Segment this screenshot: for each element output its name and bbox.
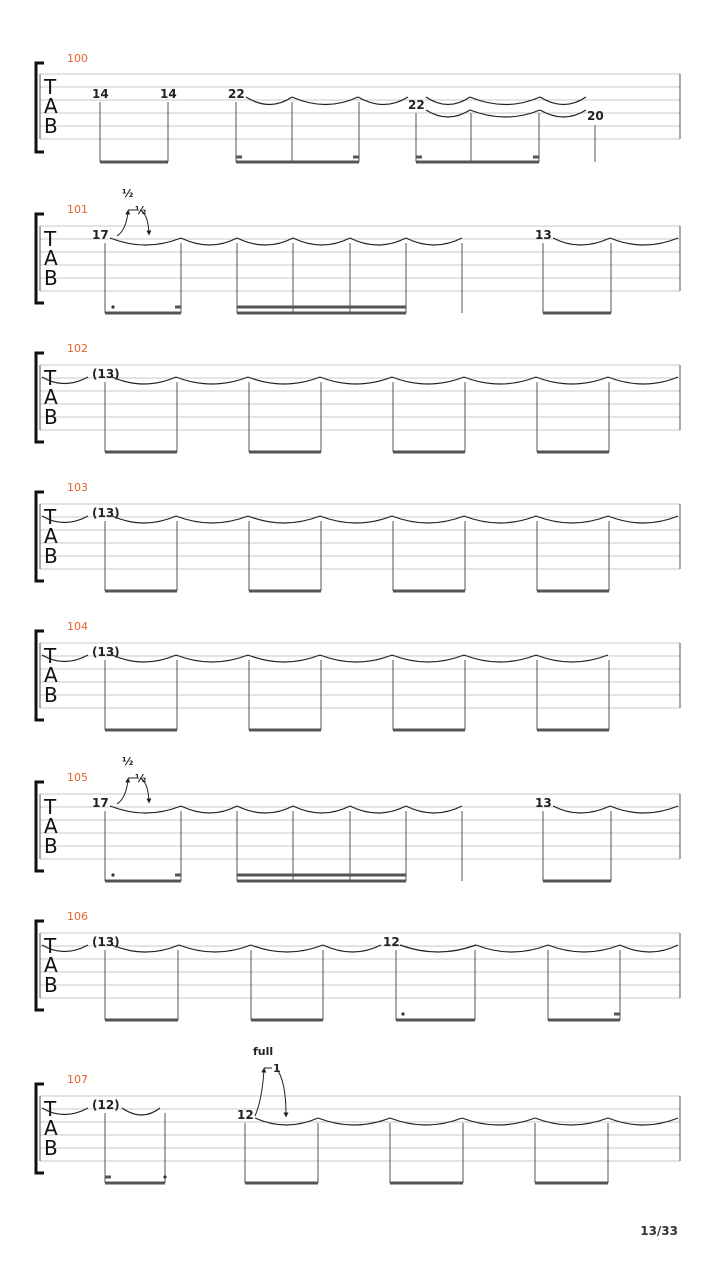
tab-clef-t: T — [44, 1097, 57, 1121]
tab-clef-b: B — [44, 683, 58, 707]
system-measure-101 — [36, 187, 680, 313]
system-measure-100 — [36, 52, 680, 162]
bend-release: ½ — [135, 204, 147, 217]
tab-clef-a: A — [44, 814, 58, 838]
rhythm-stems — [100, 102, 595, 162]
system-measure-105 — [36, 755, 680, 881]
tab-staff — [40, 643, 680, 708]
release-arrow — [276, 1068, 286, 1115]
system-measure-102 — [36, 342, 680, 452]
bend-amount: ½ — [122, 755, 134, 768]
fret-number: 22 — [408, 98, 425, 112]
measure-number: 107 — [67, 1073, 88, 1086]
tab-clef-t: T — [44, 934, 57, 958]
bend-amount: full — [253, 1045, 274, 1058]
measure-number: 102 — [67, 342, 88, 355]
system-measure-107 — [36, 1045, 680, 1183]
system-measure-103 — [36, 481, 680, 591]
bend-arrow — [117, 212, 128, 236]
fret-number: 14 — [160, 87, 177, 101]
tab-clef-b: B — [44, 973, 58, 997]
tab-clef-a: A — [44, 94, 58, 118]
rhythm-beams — [100, 157, 539, 162]
tab-clef-t: T — [44, 505, 57, 529]
rhythm-beams — [105, 1014, 620, 1020]
tab-staff — [40, 504, 680, 569]
fret-number: 17 — [92, 228, 109, 242]
fret-number: (13) — [92, 506, 120, 520]
fret-number: 13 — [535, 796, 552, 810]
tab-clef-b: B — [44, 266, 58, 290]
tab-clef-a: A — [44, 1116, 58, 1140]
tab-clef-t: T — [44, 366, 57, 390]
tab-staff — [40, 226, 680, 291]
system-measure-104 — [36, 620, 680, 730]
fret-number: 22 — [228, 87, 245, 101]
tab-clef-b: B — [44, 405, 58, 429]
tab-clef-t: T — [44, 644, 57, 668]
tab-clef-a: A — [44, 385, 58, 409]
fret-number: (13) — [92, 645, 120, 659]
fret-number: 13 — [535, 228, 552, 242]
fret-number: 12 — [237, 1108, 254, 1122]
bend-amount: ½ — [122, 187, 134, 200]
tab-clef-a: A — [44, 246, 58, 270]
fret-number: (13) — [92, 935, 120, 949]
tab-staff — [40, 74, 680, 139]
measure-number: 100 — [67, 52, 88, 65]
measure-number: 104 — [67, 620, 88, 633]
tab-staff — [40, 933, 680, 998]
tab-clef-t: T — [44, 227, 57, 251]
system-measure-106 — [36, 910, 680, 1020]
measure-number: 101 — [67, 203, 88, 216]
fret-number: 20 — [587, 109, 604, 123]
fret-number: 17 — [92, 796, 109, 810]
fret-number: (12) — [92, 1098, 120, 1112]
tab-clef-t: T — [44, 75, 57, 99]
tab-clef-a: A — [44, 663, 58, 687]
tab-clef-b: B — [44, 1136, 58, 1160]
fret-number: (13) — [92, 367, 120, 381]
rhythm-beams — [105, 1177, 608, 1183]
fret-number: 14 — [92, 87, 109, 101]
bend-release: ½ — [135, 772, 147, 785]
fret-number: 12 — [383, 935, 400, 949]
tab-clef-t: T — [44, 795, 57, 819]
tab-clef-b: B — [44, 114, 58, 138]
tab-staff — [40, 1096, 680, 1161]
page-number: 13/33 — [640, 1224, 678, 1238]
bend-release: 1 — [273, 1062, 281, 1075]
measure-number: 106 — [67, 910, 88, 923]
tab-clef-b: B — [44, 834, 58, 858]
tab-clef-a: A — [44, 953, 58, 977]
bend-arrow — [117, 780, 128, 804]
measure-number: 103 — [67, 481, 88, 494]
tab-clef-b: B — [44, 544, 58, 568]
tab-staff — [40, 365, 680, 430]
tab-clef-a: A — [44, 524, 58, 548]
tab-staff — [40, 794, 680, 859]
measure-number: 105 — [67, 771, 88, 784]
